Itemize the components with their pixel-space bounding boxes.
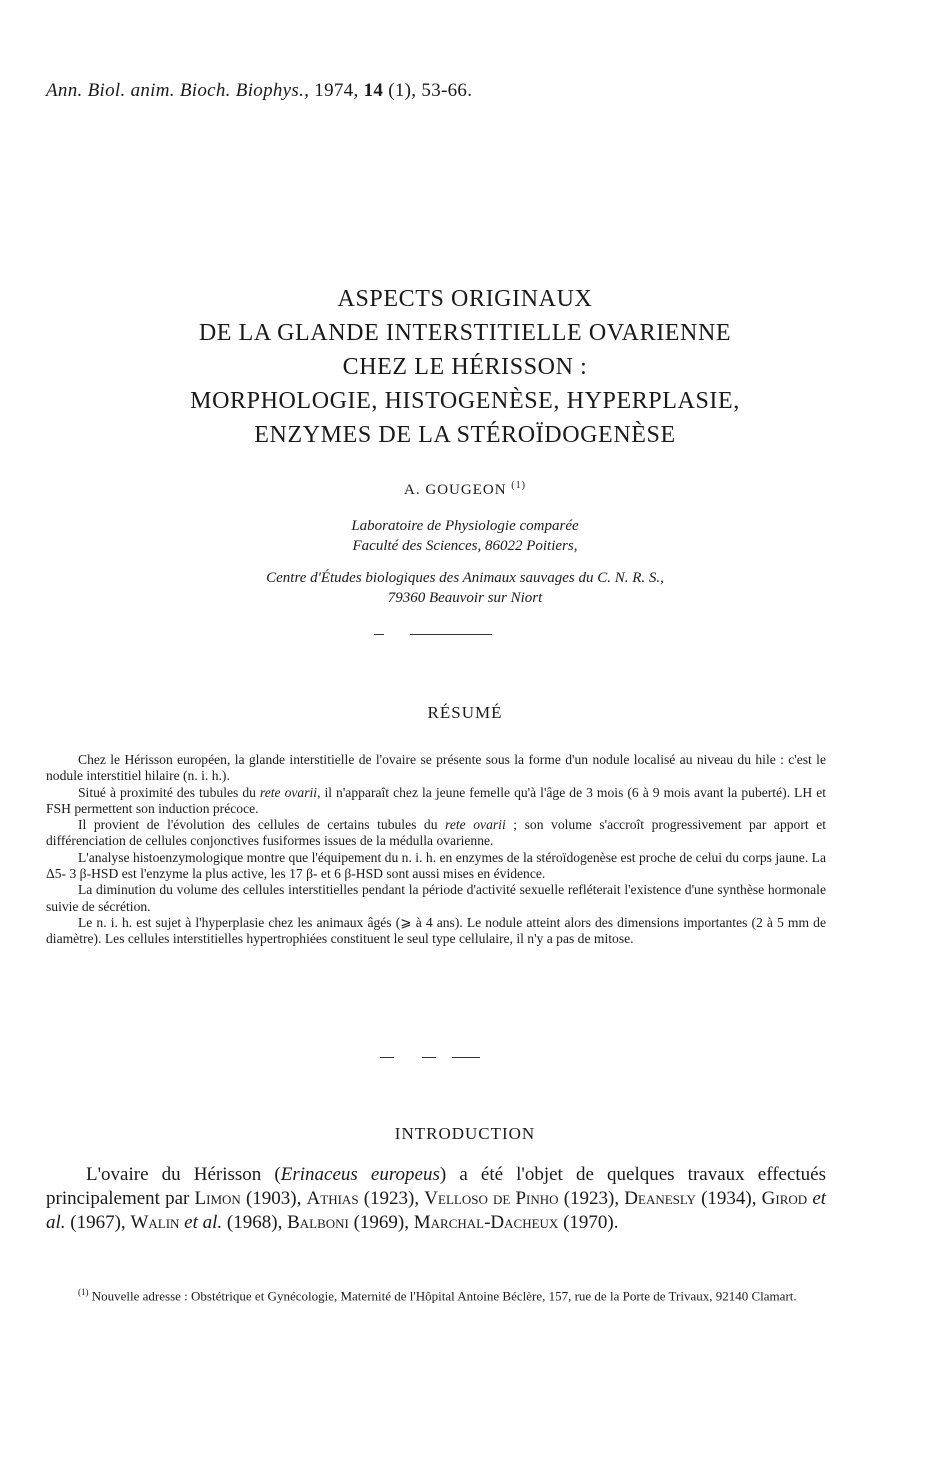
resume-heading: RÉSUMÉ	[427, 703, 503, 722]
footnote-text: Nouvelle adresse : Obstétrique et Gynécologie, Maternité de l'Hôpital Antoine Béclère, 157, rue de la Porte de Trivaux, 92140 Clamart.	[88, 1288, 797, 1304]
journal-name: Ann. Biol. anim. Bioch. Biophys.,	[46, 80, 310, 101]
abstract-paragraph: Chez le Hérisson européen, la glande interstitielle de l'ovaire se présente sous la forme d'un nodule localisé au niveau du hile : c'est le nodule interstitiel hilaire (n. i. h.).	[46, 752, 826, 784]
journal-year: 1974,	[314, 80, 359, 101]
author	[0, 480, 930, 499]
journal-issue-pages: (1), 53-66.	[388, 80, 473, 101]
title-line: CHEZ LE HÉRISSON :	[342, 354, 588, 380]
latin-term: rete ovarii	[445, 817, 506, 833]
abstract-paragraph: Il provient de l'évolution des cellules de certains tubules du rete ovarii ; son volume s'accroît progressivement par apport et différenciation de cellules conjonctives fusiformes issues de la médulla ovarienne.	[46, 817, 827, 849]
author-name: A. GOUGEON	[404, 482, 507, 498]
abstract	[46, 752, 826, 948]
cited-author: Girod	[761, 1188, 808, 1209]
affiliation-line: Centre d'Études biologiques des Animaux sauvages du C. N. R. S.,	[266, 570, 664, 586]
cited-author: Athias	[306, 1188, 359, 1209]
title-line: DE LA GLANDE INTERSTITIELLE OVARIENNE	[198, 320, 732, 346]
et-al: et al.	[46, 1188, 827, 1233]
affiliation-laboratory	[0, 516, 930, 556]
affiliation-line: 79360 Beauvoir sur Niort	[387, 590, 543, 606]
cited-author: Velloso de Pinho	[424, 1188, 559, 1209]
journal-citation	[46, 80, 472, 102]
section-divider	[374, 634, 492, 635]
title-line: MORPHOLOGIE, HISTOGENÈSE, HYPERPLASIE,	[190, 388, 740, 414]
title-line: ENZYMES DE LA STÉROÏDOGENÈSE	[254, 422, 676, 448]
journal-volume: 14	[363, 80, 384, 101]
affiliation-line: Faculté des Sciences, 86022 Poitiers,	[352, 538, 578, 554]
author-footnote-mark: (1)	[511, 480, 526, 491]
affiliation-line: Laboratoire de Physiologie comparée	[351, 518, 579, 534]
cited-author: Balboni	[287, 1212, 349, 1233]
cited-author: Walin	[130, 1212, 180, 1233]
footnote	[46, 1284, 826, 1304]
section-divider	[380, 1057, 480, 1058]
abstract-paragraph: Situé à proximité des tubules du rete ovarii, il n'apparaît chez la jeune femelle qu'à l'âge de 3 mois (6 à 9 mois avant la puberté). LH et FSH permettent son induction précoce.	[46, 784, 827, 816]
article-title	[0, 282, 930, 452]
species-name: Erinaceus europeus	[280, 1164, 440, 1185]
introduction-heading: INTRODUCTION	[394, 1124, 536, 1143]
latin-term: rete ovarii	[259, 784, 318, 800]
introduction-paragraph: L'ovaire du Hérisson (Erinaceus europeus) a été l'objet de quelques travaux effectués principalement par Limon (1903), Athias (1923), Velloso de Pinho (1923), Deanesly (1934), Girod et al. (1967), Walin et al. (1968), Balboni (1969), Marchal-Dacheux (1970).	[46, 1164, 827, 1233]
et-al: et al.	[184, 1212, 223, 1233]
abstract-paragraph: L'analyse histoenzymologique montre que l'équipement du n. i. h. en enzymes de la stéroïdogenèse est proche de celui du corps jaune. La Δ5- 3 β-HSD est l'enzyme la plus active, les 17 β- et 6 β-HSD sont aussi mises en évidence.	[46, 849, 826, 882]
affiliation-cnrs	[0, 568, 930, 608]
title-line: ASPECTS ORIGINAUX	[337, 286, 593, 312]
cited-author: Marchal-Dacheux	[413, 1212, 559, 1233]
abstract-paragraph: La diminution du volume des cellules interstitielles pendant la période d'activité sexuelle refléterait l'existence d'une synthèse hormonale suivie de sécrétion.	[46, 882, 826, 914]
abstract-paragraph: Le n. i. h. est sujet à l'hyperplasie chez les animaux âgés (⩾ à 4 ans). Le nodule atteint alors des dimensions importantes (2 à 5 mm de diamètre). Les cellules interstitielles hypertrophiées constituent le seul type cellulaire, il n'y a pas de mitose.	[46, 914, 826, 947]
cited-author: Deanesly	[624, 1188, 696, 1209]
footnote-mark: (1)	[78, 1287, 89, 1297]
cited-author: Limon	[194, 1188, 241, 1209]
